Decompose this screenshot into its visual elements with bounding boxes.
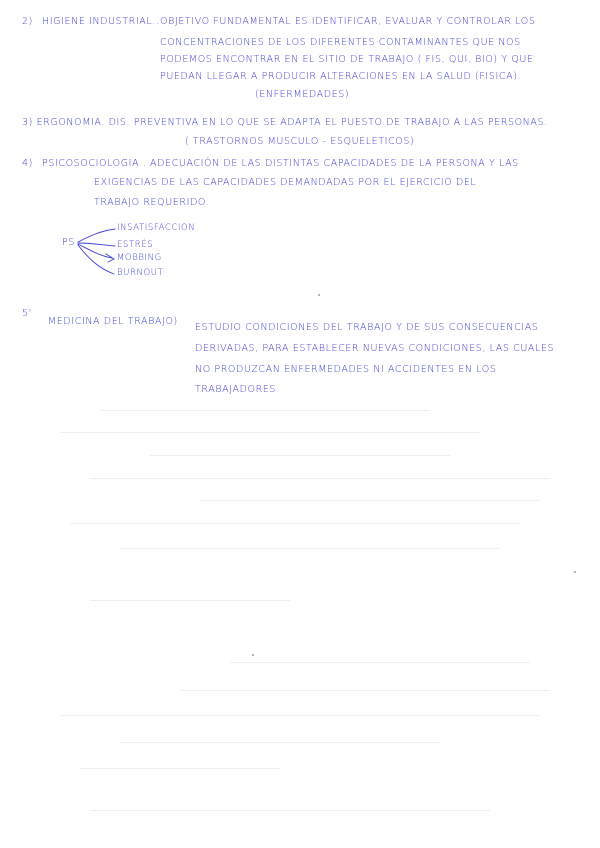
item5-line: NO PRODUZCAN ENFERMEDADES NI ACCIDENTES EN LOS [195,364,497,375]
show-through-line [100,410,430,411]
item2-number: 2) [22,16,33,27]
show-through-line [120,548,500,549]
item5-line: DERIVADAS, PARA ESTABLECER NUEVAS CONDICIONES, LAS CUALES [195,343,555,354]
item4-line: EXIGENCIAS DE LAS CAPACIDADES DEMANDADAS POR EL EJERCICIO DEL [94,177,477,188]
show-through-line [150,455,450,456]
ps-branch-item: ESTRÉS [117,240,154,250]
item4-line: PSICOSOCIOLOGIA . ADECUACIÓN DE LAS DISTINTAS CAPACIDADES DE LA PERSONA Y LAS [42,158,519,169]
ps-branch-item: MOBBING [117,253,162,263]
item2-line: CONCENTRACIONES DE LOS DIFERENTES CONTAMINANTES QUE NOS [160,37,521,48]
show-through-line [80,768,280,769]
show-through-line [230,662,530,663]
show-through-line [90,810,490,811]
item3-line: 3) ERGONOMIA. DIS. PREVENTIVA EN LO QUE SE ADAPTA EL PUESTO DE TRABAJO A LAS PERSONAS. [22,117,548,128]
stray-mark [318,294,320,296]
stray-mark [574,571,576,573]
stray-mark [252,654,254,656]
ps-diagram-root: PS [62,237,75,248]
item2-line: PODEMOS ENCONTRAR EN EL SITIO DE TRABAJO ( FIS, QUI, BIO) Y QUE [160,54,534,65]
show-through-line [90,478,550,479]
item4-number: 4) [22,158,33,169]
item5-heading: MEDICINA DEL TRABAJO) [48,316,178,327]
show-through-line [90,600,290,601]
show-through-line [120,742,440,743]
item2-line: OBJETIVO FUNDAMENTAL ES IDENTIFICAR, EVALUAR Y CONTROLAR LOS [160,16,536,27]
ps-branch-item: INSATISFACCION [117,223,196,233]
show-through-line [200,500,540,501]
item2-line: PUEDAN LLEGAR A PRODUCIR ALTERACIONES EN LA SALUD (FISICA). [160,71,522,82]
show-through-line [70,523,520,524]
item3-line: ( TRASTORNOS MUSCULO - ESQUELETICOS) [185,136,415,147]
show-through-line [60,715,540,716]
item4-line: TRABAJO REQUERIDO. [94,197,210,208]
item5-number: 5' [22,308,32,319]
item5-line: ESTUDIO CONDICIONES DEL TRABAJO Y DE SUS CONSECUENCIAS [195,322,539,333]
item5-line: TRABAJADORES [195,384,276,395]
show-through-line [180,690,550,691]
show-through-line [60,432,480,433]
ps-branch-item: BURNOUT [117,268,164,278]
item2-heading: HIGIENE INDUSTRIAL.. [42,16,160,27]
item2-line: (ENFERMEDADES) [255,89,350,100]
